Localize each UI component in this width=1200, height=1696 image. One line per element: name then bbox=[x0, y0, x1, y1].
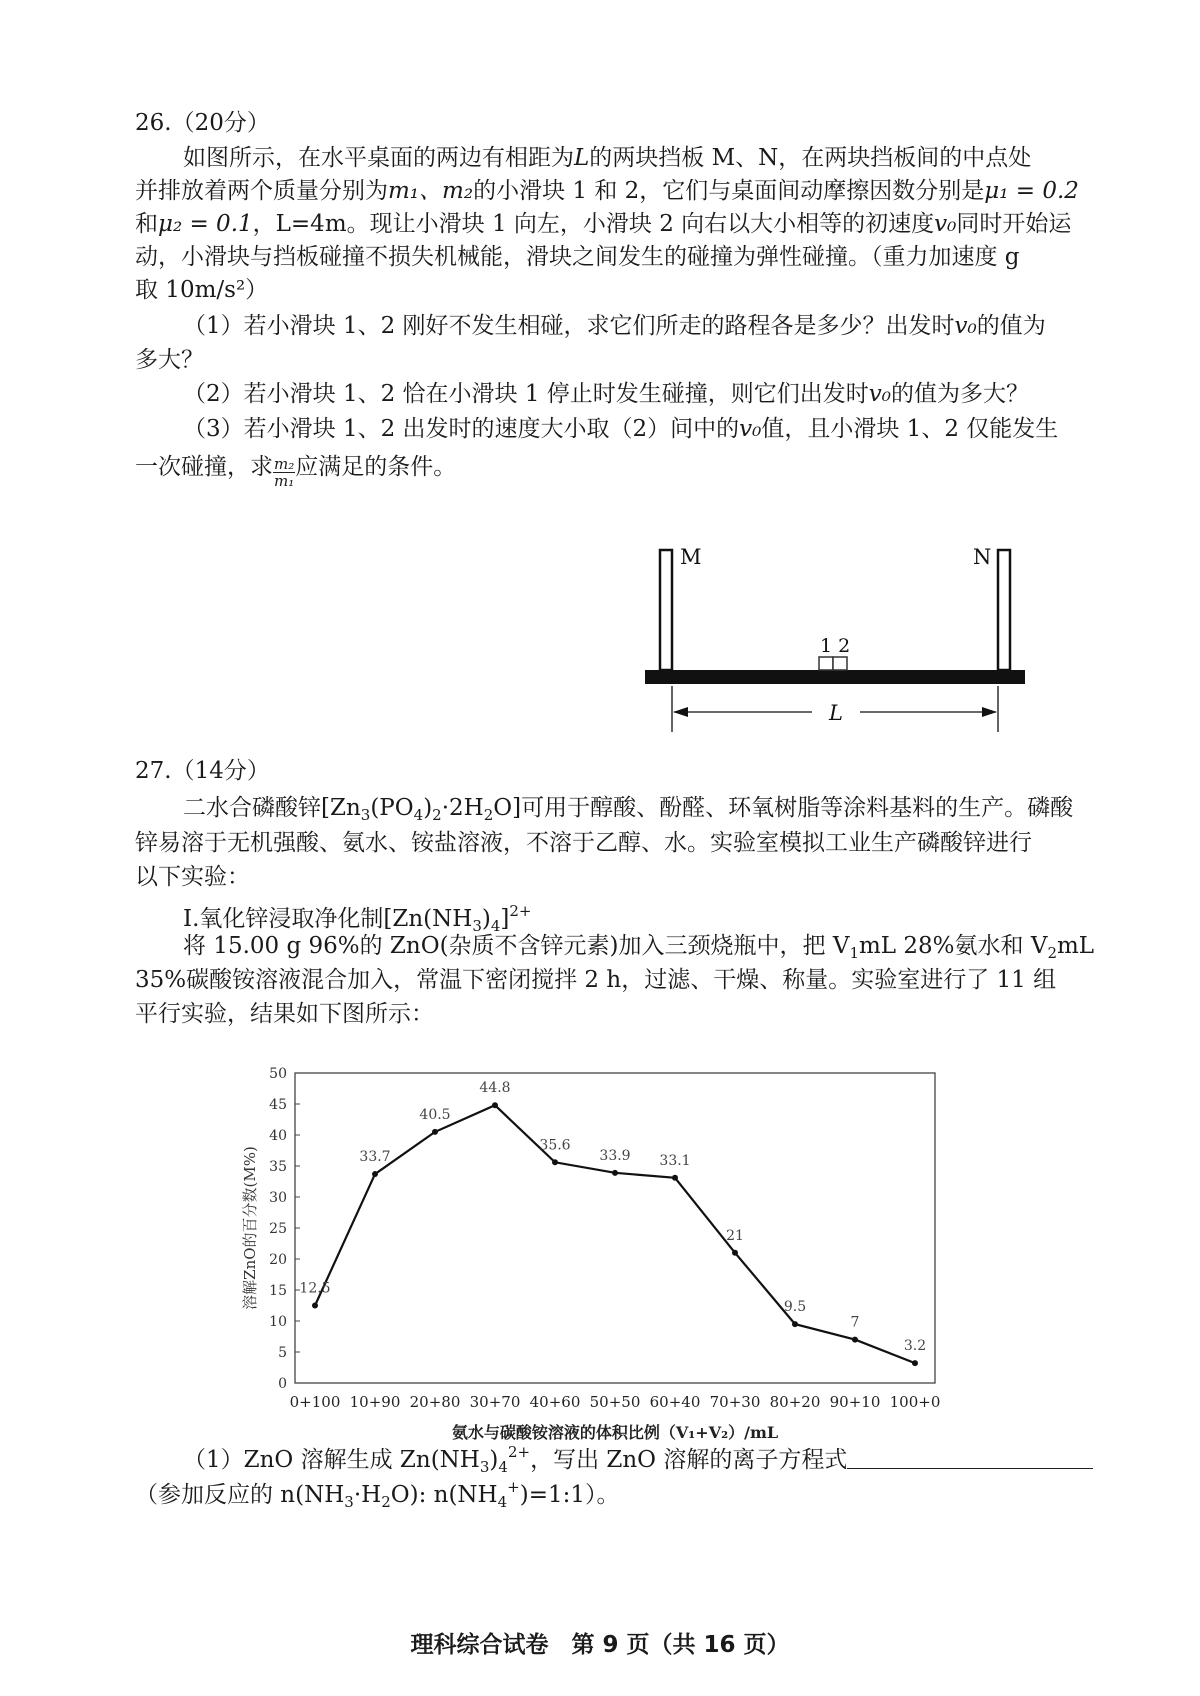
data-label: 7 bbox=[850, 1314, 860, 1331]
q26-line-4 bbox=[135, 242, 1020, 272]
q27-line-3 bbox=[135, 862, 250, 892]
q26-text: 的两块挡板 M、N，在两块挡板间的中点处 bbox=[589, 145, 1032, 171]
q27-text: ) bbox=[423, 795, 433, 821]
dim-arrow-right bbox=[982, 707, 997, 717]
var-v0: v₀ bbox=[954, 313, 977, 339]
superscript: 2+ bbox=[509, 902, 532, 920]
subscript: 4 bbox=[498, 1458, 508, 1476]
q27-text: ] bbox=[500, 906, 510, 932]
dim-arrow-left bbox=[673, 707, 688, 717]
q27-text: 二水合磷酸锌[Zn bbox=[183, 795, 361, 821]
q26-text: ，L=4m。现让小滑块 1 向左，小滑块 2 向右以大小相等的初速度 bbox=[252, 211, 935, 237]
zno-dissolution-chart bbox=[230, 1055, 990, 1465]
var-L: L bbox=[574, 145, 590, 171]
x-tick-label: 90+10 bbox=[829, 1393, 881, 1411]
q27-text: Ⅰ.氧化锌浸取净化制[Zn(NH bbox=[183, 906, 473, 932]
table-surface bbox=[645, 670, 1025, 684]
q27-text: ·2H bbox=[441, 795, 484, 821]
superscript: + bbox=[507, 1478, 520, 1496]
q26-sub-1 bbox=[183, 311, 1046, 341]
q26-line-2 bbox=[135, 176, 1079, 206]
q27-text: （1）ZnO 溶解生成 Zn(NH bbox=[183, 1447, 480, 1473]
y-tick-label: 0 bbox=[278, 1376, 287, 1392]
subscript: 4 bbox=[490, 917, 501, 935]
y-tick-label: 10 bbox=[269, 1314, 287, 1330]
data-label: 44.8 bbox=[479, 1080, 511, 1097]
q26-text: （2）若小滑块 1、2 恰在小滑块 1 停止时发生碰撞，则它们出发时 bbox=[183, 381, 869, 407]
q27-text: (PO bbox=[370, 795, 414, 821]
q26-line-5 bbox=[135, 275, 268, 305]
data-label: 21 bbox=[726, 1227, 744, 1244]
q27-text: （参加反应的 n(NH bbox=[135, 1482, 345, 1508]
q27-text: 将 15.00 g 96%的 ZnO(杂质不含锌元素)加入三颈烧瓶中，把 V bbox=[183, 933, 850, 959]
q26-text: 并排放着两个质量分别为 bbox=[135, 178, 388, 204]
subscript: 2 bbox=[483, 806, 494, 824]
subscript: 2 bbox=[381, 1493, 391, 1511]
x-tick-label: 40+60 bbox=[529, 1393, 581, 1411]
y-tick-label: 30 bbox=[269, 1190, 287, 1206]
q26-text: 值，且小滑块 1、2 仅能发生 bbox=[761, 416, 1059, 442]
x-tick-label: 0+100 bbox=[289, 1393, 341, 1411]
var-v0: v₀ bbox=[934, 211, 957, 237]
y-tick-label: 5 bbox=[278, 1345, 287, 1361]
q26-text: 的小滑块 1 和 2，它们与桌面间动摩擦因数分别是 bbox=[473, 178, 985, 204]
data-point bbox=[612, 1170, 618, 1176]
label-N: N bbox=[973, 545, 992, 569]
var-v0: v₀ bbox=[868, 381, 891, 407]
data-point bbox=[552, 1159, 558, 1165]
x-tick-label: 60+40 bbox=[649, 1393, 701, 1411]
fraction-numerator: m₂ bbox=[274, 455, 295, 473]
data-point bbox=[492, 1102, 498, 1108]
q26-text: 动，小滑块与挡板碰撞不损失机械能，滑块之间发生的碰撞为弹性碰撞。（重力加速度 g bbox=[135, 244, 1020, 270]
data-point bbox=[912, 1360, 918, 1366]
y-tick-label: 25 bbox=[269, 1221, 287, 1237]
q26-text: （1）若小滑块 1、2 刚好不发生相碰，求它们所走的路程各是多少？出发时 bbox=[183, 313, 955, 339]
subscript: 4 bbox=[413, 806, 424, 824]
data-point bbox=[312, 1303, 318, 1309]
q27-heading bbox=[135, 756, 270, 786]
data-label: 3.2 bbox=[903, 1338, 927, 1355]
q26-text: 和 bbox=[135, 211, 158, 237]
var-v0: v₀ bbox=[739, 416, 762, 442]
data-point bbox=[792, 1321, 798, 1327]
data-label: 33.1 bbox=[659, 1152, 691, 1169]
q26-heading-text: 26.（20分） bbox=[135, 110, 270, 136]
y-tick-label: 45 bbox=[269, 1097, 287, 1113]
q27-text: mL bbox=[1056, 933, 1095, 959]
block-2 bbox=[833, 657, 847, 670]
superscript: 2+ bbox=[507, 1443, 531, 1461]
data-point bbox=[732, 1250, 738, 1256]
label-M: M bbox=[680, 545, 702, 569]
subscript: 3 bbox=[472, 917, 482, 935]
subscript: 2 bbox=[432, 806, 442, 824]
wall-M bbox=[660, 550, 672, 670]
x-tick-label: 10+90 bbox=[349, 1393, 401, 1411]
q26-sub-1-cont bbox=[135, 345, 204, 375]
var-mu1: μ₁ = 0.2 bbox=[984, 178, 1079, 204]
subscript: 3 bbox=[479, 1458, 490, 1476]
q26-text: （3）若小滑块 1、2 出发时的速度大小取（2）问中的 bbox=[183, 416, 740, 442]
q26-text: 多大？ bbox=[135, 347, 204, 373]
q26-text: 的值为 bbox=[976, 313, 1046, 339]
page-footer: 理科综合试卷 第 9 页（共 16 页） bbox=[410, 1632, 790, 1658]
q26-line-1 bbox=[183, 143, 1031, 173]
x-tick-label: 100+0 bbox=[889, 1393, 941, 1411]
q27-text: ) bbox=[481, 906, 491, 932]
subscript: 4 bbox=[497, 1493, 508, 1511]
series-line bbox=[315, 1105, 915, 1363]
x-tick-label: 50+50 bbox=[589, 1393, 641, 1411]
data-point bbox=[432, 1129, 438, 1135]
y-tick-label: 15 bbox=[269, 1283, 287, 1299]
q27-line-1 bbox=[183, 793, 1073, 830]
q26-text: 同时开始运 bbox=[956, 211, 1072, 237]
q26-figure bbox=[640, 540, 1040, 740]
q27-text: ·H bbox=[353, 1482, 382, 1508]
q27-line-2 bbox=[135, 828, 1032, 858]
x-axis-label: 氨水与碳酸铵溶液的体积比例（V₁+V₂）/mL bbox=[451, 1423, 779, 1442]
q27-line-5 bbox=[135, 965, 1056, 995]
answer-blank[interactable] bbox=[847, 1446, 1093, 1469]
q26-text: 应满足的条件。 bbox=[295, 454, 457, 480]
data-label: 40.5 bbox=[419, 1106, 451, 1123]
fraction-denominator: m₁ bbox=[274, 472, 295, 490]
q27-text: ) bbox=[489, 1447, 499, 1473]
q27-heading-text: 27.（14分） bbox=[135, 758, 270, 784]
y-tick-label: 50 bbox=[269, 1066, 287, 1082]
label-L: L bbox=[829, 701, 843, 725]
q26-sub-3-cont bbox=[135, 452, 456, 489]
q26-text: 的值为多大？ bbox=[891, 381, 1029, 407]
q27-text: 锌易溶于无机强酸、氨水、铵盐溶液，不溶于乙醇、水。实验室模拟工业生产磷酸锌进行 bbox=[135, 830, 1032, 856]
q27-text: ，写出 ZnO 溶解的离子方程式 bbox=[530, 1447, 848, 1473]
data-label: 35.6 bbox=[539, 1137, 571, 1154]
data-label: 33.9 bbox=[599, 1147, 631, 1164]
data-label: 33.7 bbox=[359, 1149, 391, 1166]
subscript: 3 bbox=[360, 806, 371, 824]
data-label: 9.5 bbox=[783, 1299, 807, 1316]
q27-text: O]可用于醇酸、酚醛、环氧树脂等涂料基料的生产。磷酸 bbox=[493, 795, 1074, 821]
block-1 bbox=[819, 657, 833, 670]
subscript: 2 bbox=[1047, 944, 1057, 962]
subscript: 1 bbox=[849, 944, 859, 962]
q27-text: )=1:1）。 bbox=[519, 1482, 620, 1508]
y-tick-label: 35 bbox=[269, 1159, 287, 1175]
q26-line-3 bbox=[135, 209, 1071, 239]
data-point bbox=[372, 1171, 378, 1177]
data-label: 12.5 bbox=[299, 1280, 331, 1297]
y-tick-label: 40 bbox=[269, 1128, 287, 1144]
label-blocks: 1 2 bbox=[820, 635, 851, 657]
var-masses: m₁、m₂ bbox=[388, 178, 474, 204]
q26-sub-2 bbox=[183, 379, 1029, 409]
q26-text: 取 10m/s²） bbox=[135, 277, 269, 303]
x-tick-label: 70+30 bbox=[709, 1393, 761, 1411]
q26-heading bbox=[135, 108, 270, 138]
y-tick-label: 20 bbox=[269, 1252, 287, 1268]
q26-sub-3 bbox=[183, 414, 1058, 444]
x-tick-label: 80+20 bbox=[769, 1393, 821, 1411]
var-mu2: μ₂ = 0.1 bbox=[158, 211, 253, 237]
data-point bbox=[672, 1175, 678, 1181]
mass-ratio-fraction bbox=[273, 456, 295, 489]
q27-text: mL 28%氨水和 V bbox=[859, 933, 1048, 959]
q27-line-6 bbox=[135, 999, 434, 1029]
q26-text: 一次碰撞，求 bbox=[135, 454, 273, 480]
q27-question-1-cont bbox=[135, 1472, 620, 1517]
q26-text: 如图所示，在水平桌面的两边有相距为 bbox=[183, 145, 574, 171]
q27-text: 35%碳酸铵溶液混合加入，常温下密闭搅拌 2 h，过滤、干燥、称量。实验室进行了 11 组 bbox=[135, 967, 1057, 993]
q27-text: O): n(NH bbox=[390, 1482, 498, 1508]
q27-text: 以下实验： bbox=[135, 864, 250, 890]
x-tick-label: 30+70 bbox=[469, 1393, 521, 1411]
wall-N bbox=[998, 550, 1010, 670]
q27-text: 平行实验，结果如下图所示： bbox=[135, 1001, 434, 1027]
y-axis-label: 溶解ZnO的百分数(M%) bbox=[241, 1146, 259, 1310]
x-tick-label: 20+80 bbox=[409, 1393, 461, 1411]
data-point bbox=[852, 1337, 858, 1343]
subscript: 3 bbox=[344, 1493, 354, 1511]
q27-line-4 bbox=[183, 931, 1094, 968]
